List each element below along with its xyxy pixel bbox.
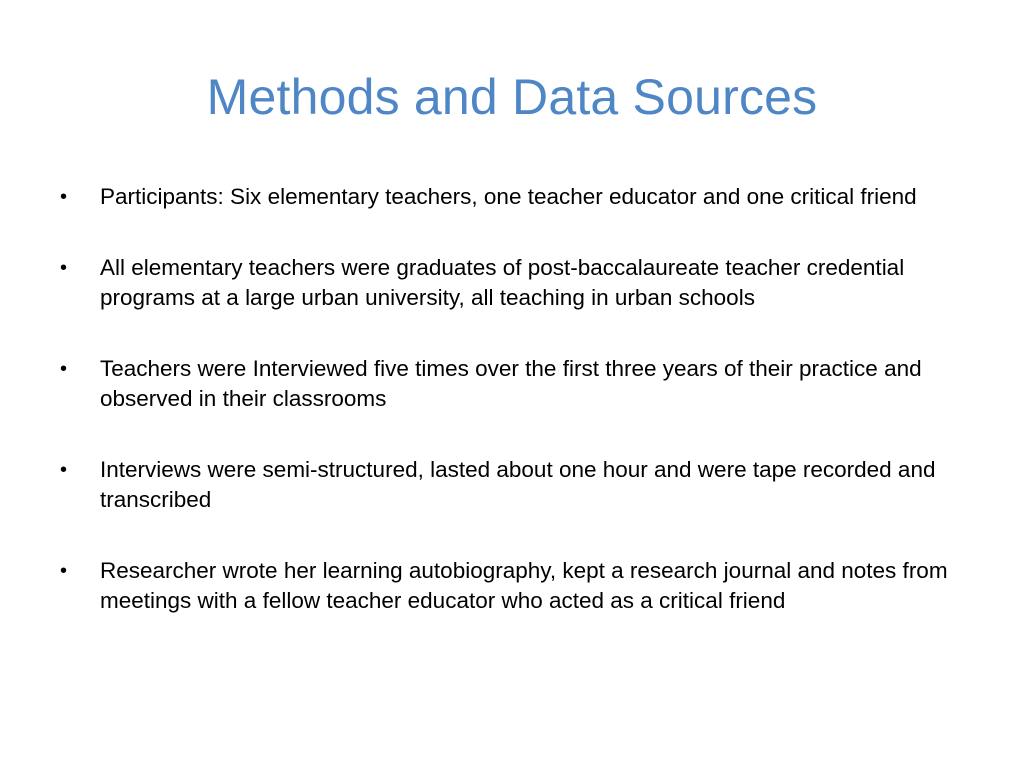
bullet-text: All elementary teachers were graduates of post-baccalaureate teacher credential programs at a large urban university, all teaching in urban schools — [100, 255, 905, 310]
slide-title: Methods and Data Sources — [206, 69, 818, 125]
bullet-dot-icon: • — [60, 358, 68, 380]
bullet-text: Teachers were Interviewed five times over the first three years of their practice and observed in their classrooms — [100, 356, 922, 411]
bullet-list — [56, 182, 956, 657]
bullet-item — [56, 253, 956, 313]
bullet-dot-icon: • — [60, 459, 68, 481]
bullet-dot-icon: • — [60, 257, 68, 279]
bullet-dot-icon: • — [60, 186, 68, 208]
bullet-text: Researcher wrote her learning autobiography, kept a research journal and notes from meetings with a fellow teacher educator who acted as a critical friend — [100, 558, 948, 613]
bullet-item — [56, 556, 956, 616]
bullet-item — [56, 182, 956, 212]
bullet-item — [56, 354, 956, 414]
bullet-text: Participants: Six elementary teachers, one teacher educator and one critical friend — [100, 184, 917, 209]
bullet-item — [56, 455, 956, 515]
bullet-dot-icon: • — [60, 560, 68, 582]
bullet-text: Interviews were semi-structured, lasted about one hour and were tape recorded and transcribed — [100, 457, 936, 512]
